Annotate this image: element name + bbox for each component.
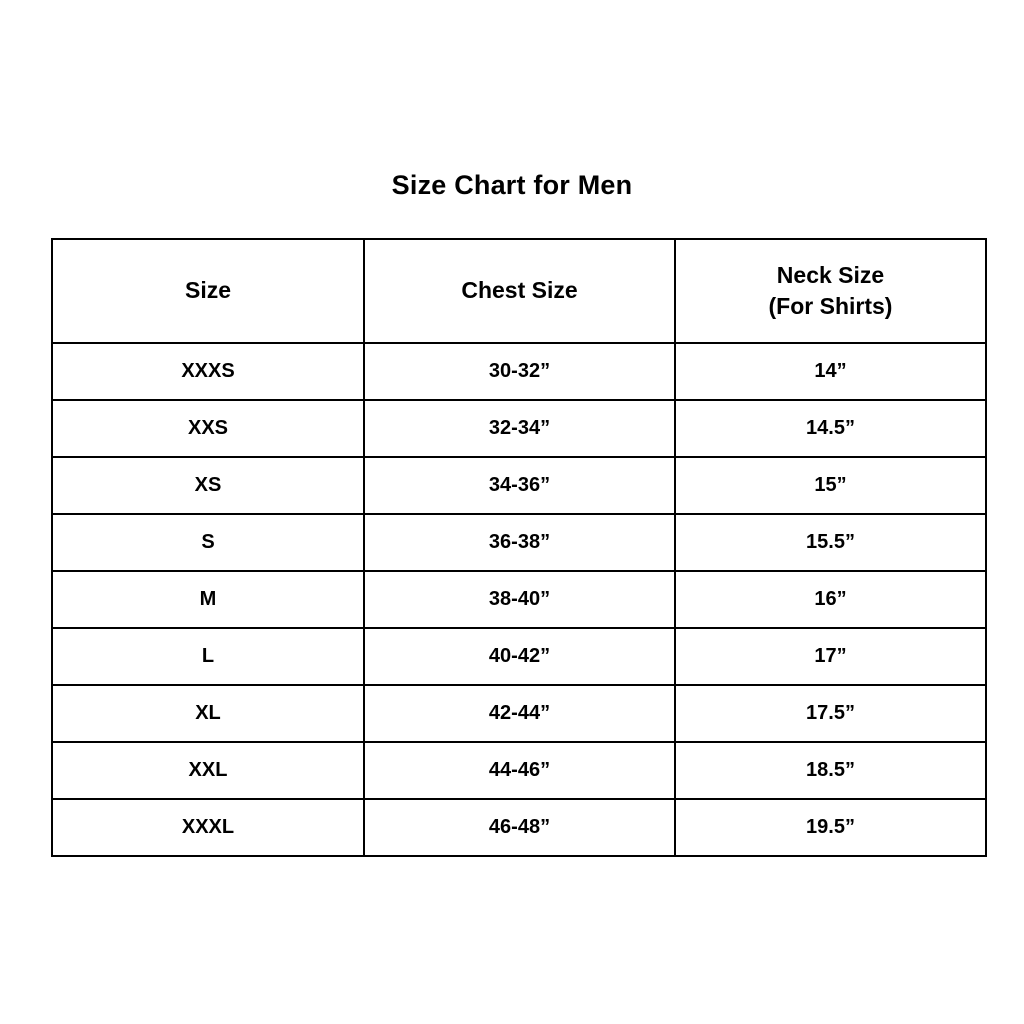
cell-neck: 16”: [675, 571, 986, 628]
cell-size: XL: [52, 685, 364, 742]
cell-neck: 14.5”: [675, 400, 986, 457]
column-header-neck-label: Neck Size: [776, 261, 885, 288]
size-chart-table: [51, 238, 987, 857]
cell-size: XXXS: [52, 343, 364, 400]
table-row: [52, 400, 986, 457]
table-row: [52, 628, 986, 685]
column-header-chest-label: Chest Size: [461, 277, 578, 304]
cell-neck: 19.5”: [675, 799, 986, 856]
table-row: [52, 457, 986, 514]
cell-chest: 44-46”: [364, 742, 675, 799]
table-row: [52, 799, 986, 856]
cell-size: S: [52, 514, 364, 571]
table-body: [52, 343, 986, 856]
table-row: [52, 742, 986, 799]
table-row: [52, 343, 986, 400]
column-header-neck-sublabel: (For Shirts): [768, 293, 893, 319]
page-title: Size Chart for Men: [391, 170, 633, 200]
column-header-size: [52, 239, 364, 343]
cell-neck: 14”: [675, 343, 986, 400]
cell-chest: 42-44”: [364, 685, 675, 742]
table-row: [52, 571, 986, 628]
cell-chest: 38-40”: [364, 571, 675, 628]
cell-neck: 15”: [675, 457, 986, 514]
cell-neck: 17.5”: [675, 685, 986, 742]
table-row: [52, 514, 986, 571]
cell-neck: 18.5”: [675, 742, 986, 799]
cell-chest: 32-34”: [364, 400, 675, 457]
column-header-chest: [364, 239, 675, 343]
cell-size: XXXL: [52, 799, 364, 856]
table-header: [52, 239, 986, 343]
cell-size: M: [52, 571, 364, 628]
cell-chest: 46-48”: [364, 799, 675, 856]
table-row: [52, 685, 986, 742]
cell-size: XXS: [52, 400, 364, 457]
column-header-size-label: Size: [184, 277, 232, 304]
cell-chest: 30-32”: [364, 343, 675, 400]
cell-chest: 36-38”: [364, 514, 675, 571]
table-header-row: [52, 239, 986, 343]
cell-neck: 17”: [675, 628, 986, 685]
cell-chest: 34-36”: [364, 457, 675, 514]
column-header-neck: [675, 239, 986, 343]
cell-size: L: [52, 628, 364, 685]
cell-size: XXL: [52, 742, 364, 799]
cell-neck: 15.5”: [675, 514, 986, 571]
cell-chest: 40-42”: [364, 628, 675, 685]
size-chart-table-wrapper: [51, 238, 973, 857]
cell-size: XS: [52, 457, 364, 514]
